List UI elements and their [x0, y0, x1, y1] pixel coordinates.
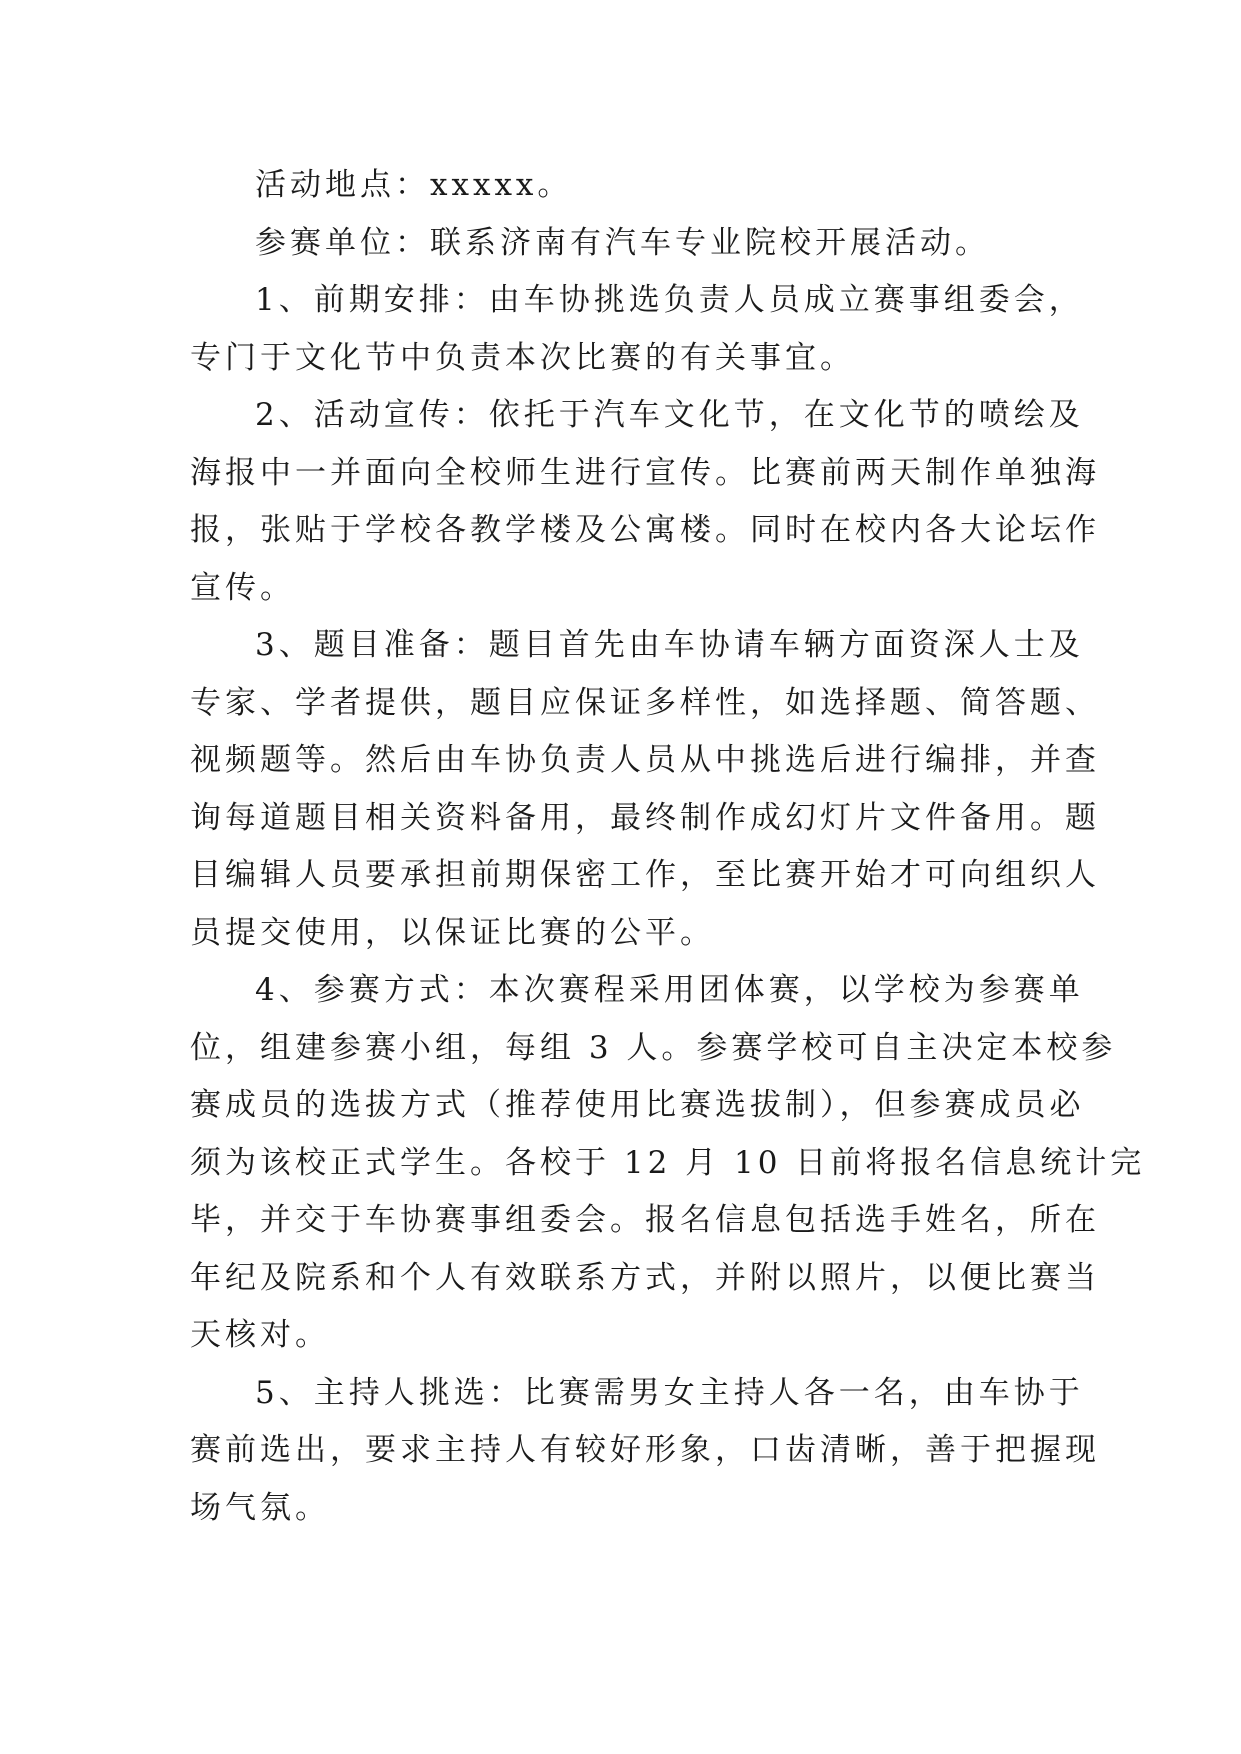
text-line: 须为该校正式学生。各校于 12 月 10 日前将报名信息统计完: [190, 1144, 1146, 1181]
text-line: 位，组建参赛小组，每组 3 人。参赛学校可自主决定本校参: [190, 1029, 1117, 1066]
paragraph-preparation: [190, 272, 1084, 387]
paragraph-questions: [190, 617, 1100, 962]
paragraph-hosts: [190, 1365, 1100, 1538]
text-line: 1、前期安排：由车协挑选负责人员成立赛事组委会，: [255, 282, 1084, 318]
paragraph-promotion: [190, 387, 1100, 617]
text-line: 参赛单位：联系济南有汽车专业院校开展活动。: [255, 224, 990, 261]
text-line: 专家、学者提供，题目应保证多样性，如选择题、简答题、: [190, 684, 1100, 721]
paragraph-location: [190, 157, 1066, 215]
text-line: 2、活动宣传：依托于汽车文化节，在文化节的喷绘及: [255, 397, 1084, 433]
document-body: [190, 157, 1146, 1537]
text-line: 毕，并交于车协赛事组委会。报名信息包括选手姓名，所在: [190, 1202, 1100, 1238]
text-line: 活动地点：xxxxx。: [255, 167, 573, 203]
text-line: 海报中一并面向全校师生进行宣传。比赛前两天制作单独海: [190, 454, 1100, 491]
text-line: 宣传。: [190, 569, 295, 606]
text-line: 目编辑人员要承担前期保密工作，至比赛开始才可向组织人: [190, 857, 1100, 893]
text-line: 询每道题目相关资料备用，最终制作成幻灯片文件备用。题: [190, 799, 1100, 836]
text-line: 天核对。: [190, 1317, 330, 1353]
text-line: 5、主持人挑选：比赛需男女主持人各一名，由车协于: [255, 1374, 1084, 1411]
paragraph-format: [190, 962, 1146, 1365]
text-line: 赛前选出，要求主持人有较好形象，口齿清晰，善于把握现: [190, 1432, 1100, 1468]
text-line: 3、题目准备：题目首先由车协请车辆方面资深人士及: [255, 627, 1084, 663]
text-line: 员提交使用，以保证比赛的公平。: [190, 914, 715, 951]
text-line: 4、参赛方式：本次赛程采用团体赛，以学校为参赛单: [255, 972, 1084, 1008]
text-line: 年纪及院系和个人有效联系方式，并附以照片，以便比赛当: [190, 1259, 1100, 1296]
text-line: 视频题等。然后由车协负责人员从中挑选后进行编排，并查: [190, 742, 1100, 778]
text-line: 专门于文化节中负责本次比赛的有关事宜。: [190, 339, 855, 376]
text-line: 报，张贴于学校各教学楼及公寓楼。同时在校内各大论坛作: [190, 512, 1100, 548]
text-line: 赛成员的选拔方式（推荐使用比赛选拔制），但参赛成员必: [190, 1087, 1085, 1123]
paragraph-participants: [190, 215, 1066, 273]
text-line: 场气氛。: [190, 1489, 330, 1526]
